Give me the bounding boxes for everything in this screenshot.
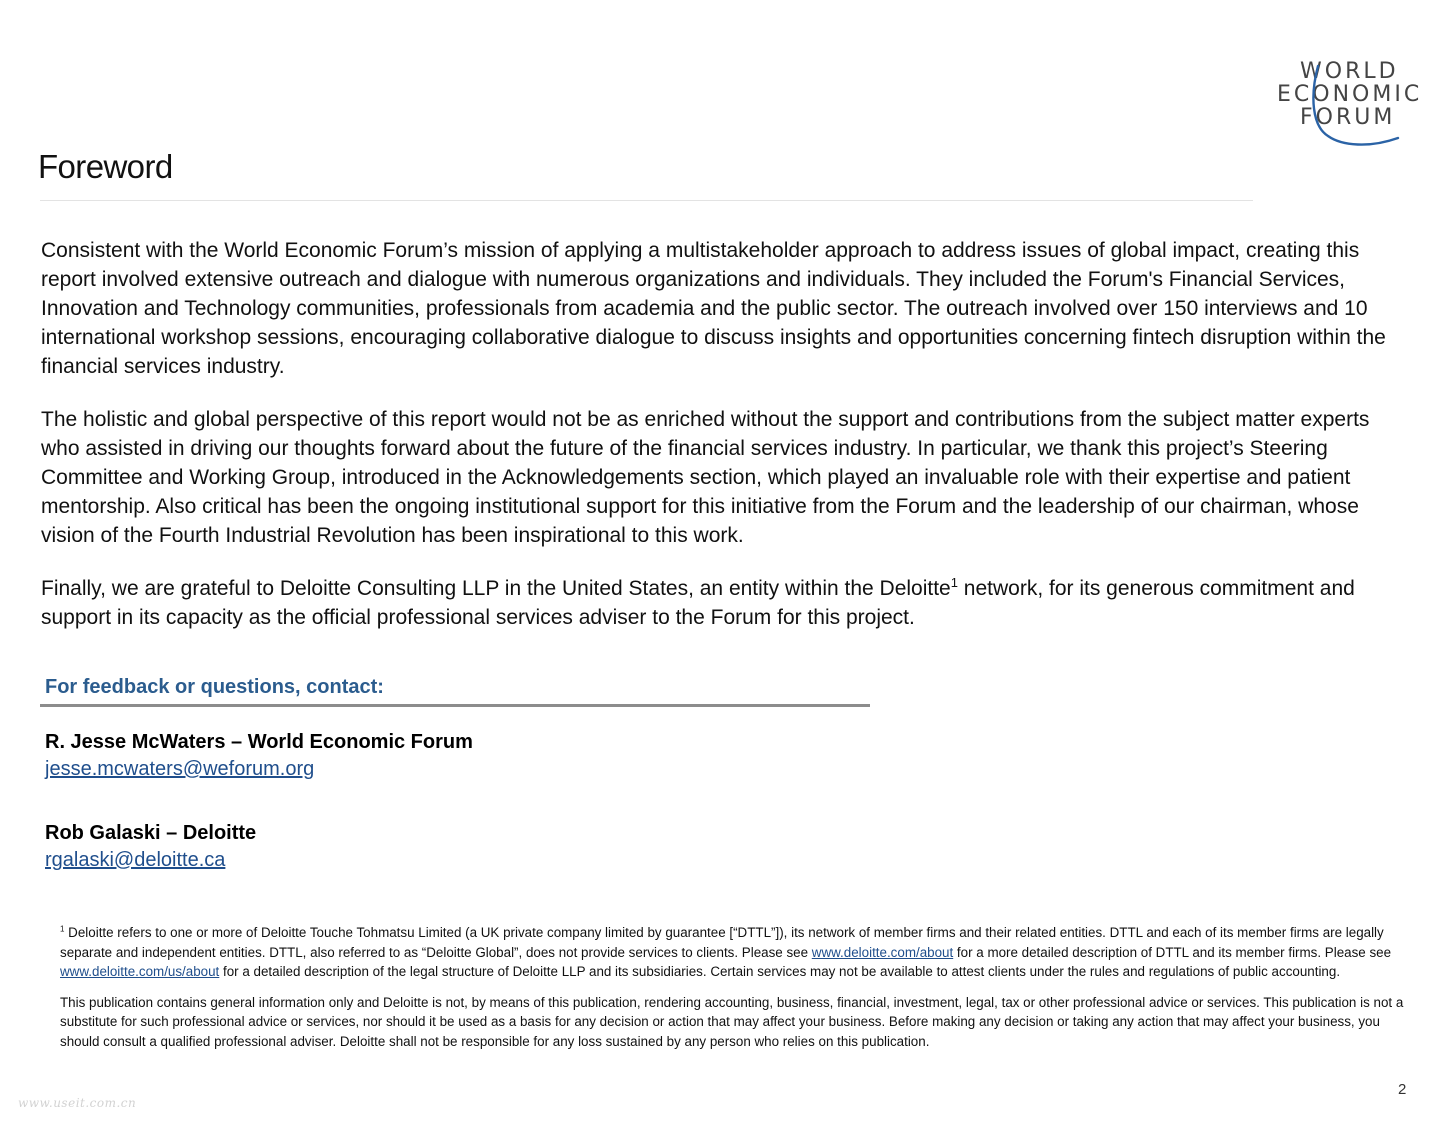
- title-divider: [40, 200, 1253, 201]
- world-economic-forum-logo: [1270, 56, 1440, 152]
- contact-email-link[interactable]: jesse.mcwaters@weforum.org: [45, 758, 315, 780]
- footnotes: [60, 923, 1405, 1062]
- contact-name: Rob Galaski – Deloitte: [45, 822, 257, 844]
- deloitte-us-about-link[interactable]: www.deloitte.com/us/about: [60, 964, 220, 979]
- footnote-1: [60, 923, 1405, 982]
- footnote-1-text-c: for a detailed description of the legal structure of Deloitte LLP and its subsidiaries. Certain services may not be available to attest clients under the rules and regulations of public accounting.: [219, 964, 1341, 979]
- logo-line-2: ECONOMIC: [1277, 82, 1423, 107]
- disclaimer: This publication contains general information only and Deloitte is not, by means of this publication, rendering accounting, business, financial, investment, legal, tax or other professional advice or services. This publication is not a substitute for such professional advice or services, nor should it be used as a basis for any decision or action that may affect your business. Before making any decision or taking any action that may affect your business, you should consult a qualified professional adviser. Deloitte shall not be responsible for any loss sustained by any person who relies on this publication.: [60, 994, 1404, 1049]
- watermark: www.useit.com.cn: [18, 1096, 137, 1110]
- logo-line-1: WORLD: [1300, 59, 1399, 84]
- footnote-reference: 1: [950, 575, 958, 590]
- footnote-marker: 1: [60, 924, 65, 934]
- contact-divider: [40, 704, 870, 707]
- page-number: 2: [1398, 1081, 1407, 1098]
- contact-name: R. Jesse McWaters – World Economic Forum: [45, 731, 473, 753]
- paragraph-3-part2: network, for its generous commitment and support in its capacity as the official professional services adviser to the Forum for this project.: [41, 577, 1355, 629]
- contact-email-link[interactable]: rgalaski@deloitte.ca: [45, 849, 226, 871]
- logo-line-3: FORUM: [1300, 105, 1396, 130]
- page-title: Foreword: [38, 148, 173, 185]
- footnote-1-text-a: Deloitte refers to one or more of Deloitte Touche Tohmatsu Limited (a UK private company limited by guarantee [“DTTL”]), its network of member firms and their related entities. DTTL and each of its member firms are legally separate and independent entities. DTTL, also referred to as “Deloitte Global”, does not provide services to clients. Please see: [60, 925, 1384, 960]
- contact-person-2: [45, 820, 256, 874]
- paragraph-2: The holistic and global perspective of this report would not be as enriched without the support and contributions from the subject matter experts who assisted in driving our thoughts forward about the future of the financial services industry. In particular, we thank this project’s Steering Committee and Working Group, introduced in the Acknowledgements section, which played an invaluable role with their expertise and patient mentorship. Also critical has been the ongoing institutional support for this initiative from the Forum and the leadership of our chairman, whose vision of the Fourth Industrial Revolution has been inspirational to this work.: [41, 408, 1370, 547]
- foreword-body: [41, 236, 1411, 656]
- deloitte-about-link[interactable]: www.deloitte.com/about: [811, 944, 954, 960]
- paragraph-3-part1: Finally, we are grateful to Deloitte Consulting LLP in the United States, an entity within the Deloitte: [41, 577, 951, 600]
- footnote-1-text-b: for a more detailed description of DTTL and its member firms. Please see: [953, 944, 1392, 960]
- contact-person-1: [45, 729, 473, 783]
- paragraph-3: [41, 574, 1411, 632]
- paragraph-1: Consistent with the World Economic Forum’s mission of applying a multistakeholder approach to address issues of global impact, creating this report involved extensive outreach and dialogue with numerous organizations and individuals. They included the Forum's Financial Services, Innovation and Technology communities, professionals from academia and the public sector. The outreach involved over 150 interviews and 10 international workshop sessions, encouraging collaborative dialogue to discuss insights and opportunities concerning fintech disruption within the financial services industry.: [41, 239, 1386, 378]
- contact-heading: For feedback or questions, contact:: [45, 676, 384, 698]
